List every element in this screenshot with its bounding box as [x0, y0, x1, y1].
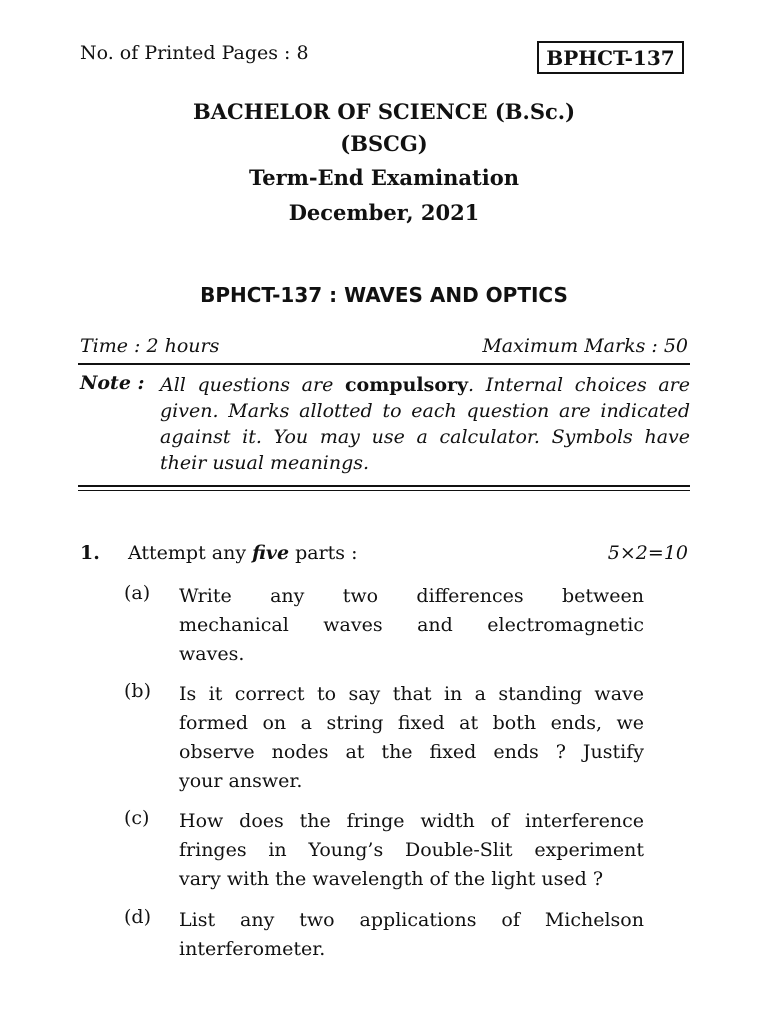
paper-code-box: BPHCT-137 — [537, 41, 684, 74]
part-label-c: (c) — [124, 807, 150, 829]
part-c-line: fringes in Young’s Double-Slit experiment — [179, 839, 644, 861]
part-a-line: Write any two differences between — [179, 585, 644, 607]
course-title: BPHCT-137 : WAVES AND OPTICS — [200, 283, 568, 307]
question-number: 1. — [80, 542, 100, 564]
part-b-line: your answer. — [179, 770, 303, 792]
part-c-line: vary with the wavelength of the light used ? — [179, 868, 604, 890]
note-divider-thick — [78, 485, 690, 487]
part-b-line: observe nodes at the fixed ends ? Justify — [179, 741, 644, 763]
part-a-line: waves. — [179, 643, 245, 665]
note-divider-thin — [78, 490, 690, 491]
question-marks: 5×2=10 — [607, 542, 688, 564]
part-d-line: List any two applications of Michelson — [179, 909, 644, 931]
part-label-a: (a) — [124, 582, 151, 604]
exam-title: Term-End Examination — [248, 165, 519, 190]
note-text — [160, 372, 690, 476]
part-label-d: (d) — [124, 906, 151, 928]
part-b-line: formed on a string fixed at both ends, we — [179, 712, 644, 734]
note-label: Note : — [80, 372, 145, 394]
part-b-line: Is it correct to say that in a standing wave — [179, 683, 644, 705]
question-instruction — [128, 542, 358, 564]
part-label-b: (b) — [124, 680, 151, 702]
part-d-line: interferometer. — [179, 938, 326, 960]
part-text-b — [179, 680, 644, 796]
time-allowed: Time : 2 hours — [80, 335, 220, 357]
question-instruction-emphasis: five — [252, 542, 290, 564]
question-instruction-end: parts : — [289, 542, 358, 564]
note-text-end: . Internal choices are given. Marks allotted to each question are indicated against it. You may use a calculator. Symbols have their usual meanings. — [160, 374, 690, 474]
programme-code: (BSCG) — [340, 131, 428, 156]
note-text-start: All questions are — [160, 374, 345, 396]
part-text-d — [179, 906, 644, 964]
header-divider — [78, 363, 690, 365]
part-c-line: How does the fringe width of interference — [179, 810, 644, 832]
note-emphasis: compulsory — [344, 374, 469, 396]
question-instruction-start: Attempt any — [128, 542, 253, 564]
part-text-a — [179, 582, 644, 669]
maximum-marks: Maximum Marks : 50 — [482, 335, 688, 357]
degree-title: BACHELOR OF SCIENCE (B.Sc.) — [192, 99, 576, 124]
part-a-line: mechanical waves and electromagnetic — [179, 614, 644, 636]
part-text-c — [179, 807, 644, 894]
printed-pages-count: No. of Printed Pages : 8 — [80, 42, 309, 64]
exam-session: December, 2021 — [288, 200, 480, 225]
